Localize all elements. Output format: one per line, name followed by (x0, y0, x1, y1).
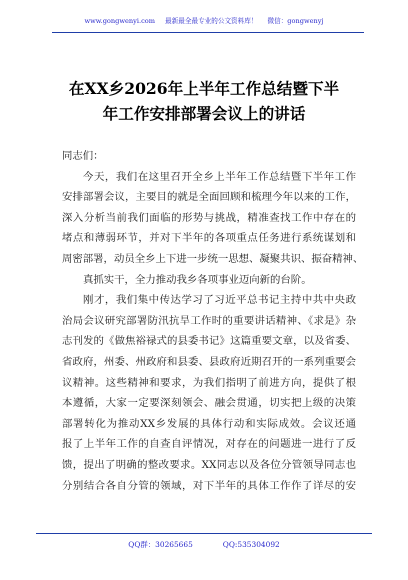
body-line: 本遵循，大家一定要深刻领会、融会贯通，切实把上级的决策 (62, 397, 356, 410)
body-line: 周密部署，动员全乡上下进一步统一思想、凝聚共识、振奋精神、 (62, 252, 364, 265)
footer-qq: QQ:535304092 (222, 540, 280, 549)
body-line: 安排部署会议，主要目的就是全面回顾和梳理今年以来的工作， (62, 191, 356, 204)
body-line: 治局会议研究部署防汛抗旱工作时的重要讲话精神、《求是》杂 (62, 314, 356, 327)
salutation: 同志们： (62, 150, 104, 162)
body-line: 真抓实干，全力推动我乡各项事业迈向新的台阶。 (83, 273, 312, 286)
title-line-2: 年工作安排部署会议上的讲话 (102, 104, 306, 123)
body-line: 深入分析当前我们面临的形势与挑战，精准查找工作中存在的 (62, 211, 356, 224)
footer-divider (36, 533, 372, 534)
body-line: 议精神。这些精神和要求，为我们指明了前进方向，提供了根 (62, 376, 356, 389)
body-line: 今天，我们在这里召开全乡上半年工作总结暨下半年工作 (83, 170, 356, 183)
header-slogan: 最新最全最专业的公文资料库！ (165, 17, 258, 25)
body-line: 志刊发的《做焦裕禄式的县委书记》这篇重要文章，以及省委、 (62, 335, 356, 348)
page-footer (0, 539, 408, 550)
footer-qq-group: QQ群：30265665 (128, 540, 193, 549)
header-url[interactable]: www.gongwenyi.com (84, 17, 155, 25)
header-wechat: 微信：gongwenyj (267, 17, 324, 25)
header-divider (52, 32, 364, 33)
body-line: 分别结合各自分管的领域，对下半年的具体工作作了详尽的安 (62, 479, 356, 492)
body-line: 馈，提出了明确的整改要求。XX同志以及各位分管领导同志也 (62, 458, 356, 471)
document-body (62, 146, 364, 496)
body-line: 刚才，我们集中传达学习了习近平总书记主持中共中央政 (83, 294, 356, 307)
title-line-1: 在XX乡2026年上半年工作总结暨下半 (68, 79, 340, 98)
body-line: 省政府，州委、州政府和县委、县政府近期召开的一系列重要会 (62, 355, 356, 368)
body-line: 报了上半年工作的自查自评情况，对存在的问题进一进行了反 (62, 438, 356, 451)
document-title (24, 76, 384, 126)
page-header (0, 16, 408, 26)
body-line: 堵点和薄弱环节，并对下半年的各项重点任务进行系统谋划和 (62, 232, 356, 245)
body-line: 部署转化为推动XX乡发展的具体行动和实际成效。会议还通 (62, 417, 356, 430)
